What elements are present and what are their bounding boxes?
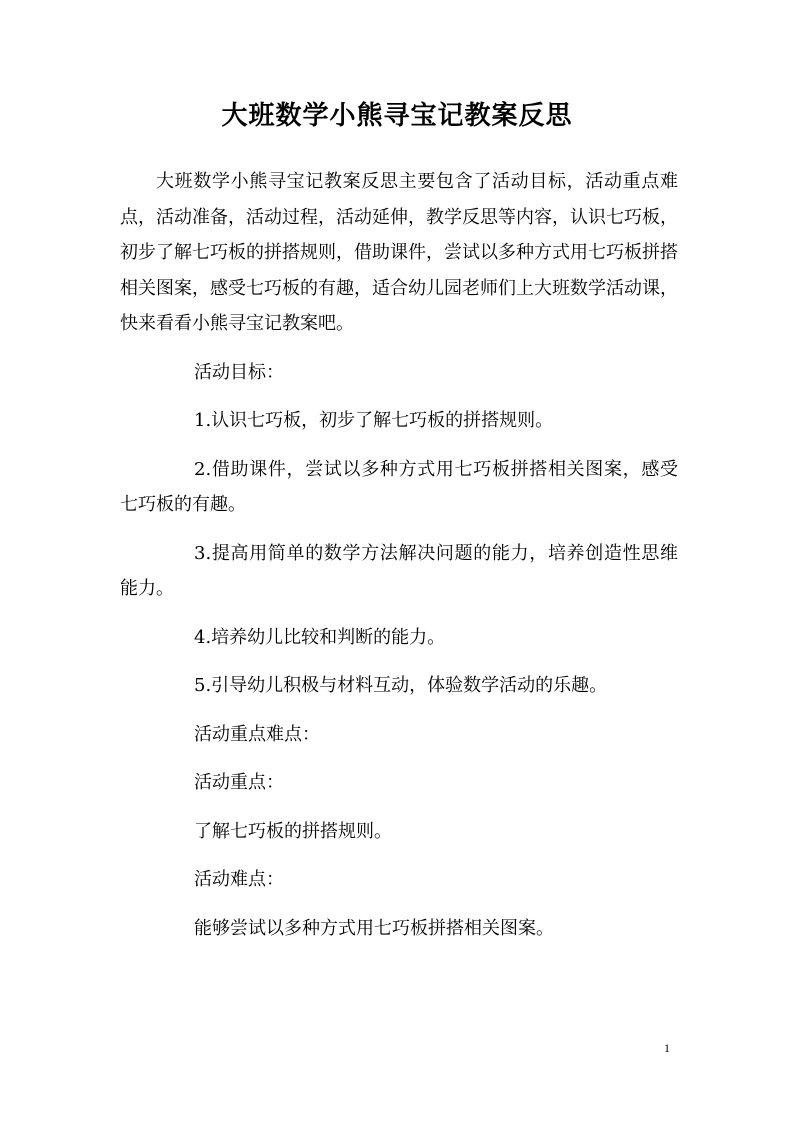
goal-item: 3.提高用简单的数学方法解决问题的能力，培养创造性思维能力。 — [120, 542, 678, 599]
goal-item: 5.引导幼儿积极与材料互动，体验数学活动的乐趣。 — [194, 675, 608, 696]
page-number: 1 — [664, 1041, 670, 1055]
difficult-heading: 活动难点： — [194, 869, 284, 890]
goal-item: 2.借助课件，尝试以多种方式用七巧板拼搭相关图案，感受七巧板的有趣。 — [120, 458, 678, 515]
goal-item: 1.认识七巧板，初步了解七巧板的拼搭规则。 — [194, 410, 554, 431]
document-title: 大班数学小熊寻宝记教案反思 — [221, 101, 573, 131]
goals-heading: 活动目标： — [194, 361, 284, 383]
goal-item: 4.培养幼儿比较和判断的能力。 — [194, 626, 446, 648]
difficult-text: 能够尝试以多种方式用七巧板拼搭相关图案。 — [194, 917, 554, 939]
document-body — [120, 164, 678, 959]
key-heading: 活动重点： — [194, 772, 284, 793]
key-difficult-heading: 活动重点难点： — [194, 723, 320, 745]
intro-paragraph: 大班数学小熊寻宝记教案反思主要包含了活动目标，活动重点难点，活动准备，活动过程，活动延伸，教学反思等内容，认识七巧板，初步了解七巧板的拼搭规则，借助课件，尝试以多种方式用七巧板拼搭相关图案，感受七巧板的有趣，适合幼儿园老师们上大班数学活动课，快来看看小熊寻宝记教案吧。 — [120, 171, 678, 334]
key-text: 了解七巧板的拼搭规则。 — [194, 820, 392, 842]
